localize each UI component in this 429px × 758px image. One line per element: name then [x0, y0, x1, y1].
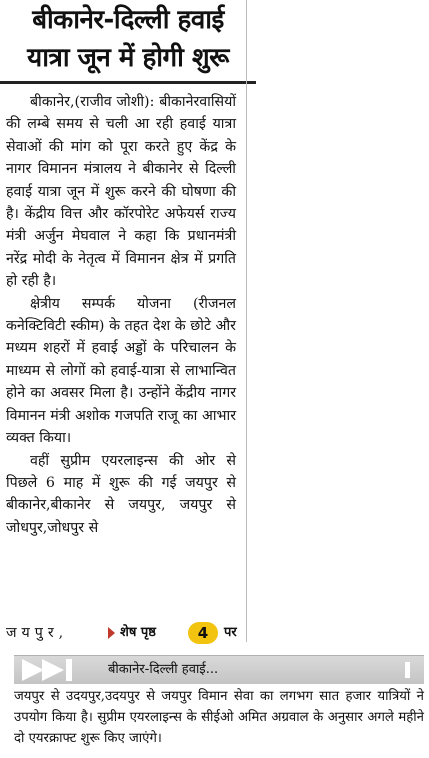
column-divider — [246, 0, 247, 642]
bar-end-mark — [405, 662, 410, 678]
fast-forward-icon — [22, 659, 92, 681]
article-column — [6, 91, 236, 539]
article-paragraph-1: बीकानेर,(राजीव जोशी): बीकानेरवासियों की लम्बे समय से चली आ रही हवाई यात्रा सेवाओं की मांग को पूरा करते हुए केंद्र के नागर विमानन मंत्रालय ने बीकानेर से दिल्ली हवाई यात्रा जून में शुरू करने की घोषणा की है। केंद्रीय वित्त और कॉरपोरेट अफेयर्स राज्य मंत्री अर्जुन मेघवाल ने कहा कि प्रधानमंत्री नरेंद्र मोदी के नेतृत्व में विमानन क्षेत्र में प्रगति हो रही है। — [6, 94, 236, 290]
headline-line-1: बीकानेर-दिल्ली हवाई — [32, 5, 224, 35]
headline — [0, 0, 256, 84]
continued-on-line — [6, 621, 242, 645]
continuation-bar — [14, 655, 424, 684]
continued-suffix: पर — [224, 625, 237, 640]
continuation-title: बीकानेर-दिल्ली हवाई... — [108, 662, 219, 677]
triangle-arrow-icon — [108, 627, 115, 639]
continuation-text-block — [14, 686, 424, 749]
article-paragraph-3: वहीं सुप्रीम एयरलाइन्स की ओर से पिछले 6 माह में शुरू की गई जयपुर से बीकानेर,बीकानेर से जयपुर, जयपुर से जोधपुर,जोधपुर से — [6, 452, 236, 536]
article-paragraph-2: क्षेत्रीय सम्पर्क योजना (रीजनल कनेक्टिविटी स्कीम) के तहत देश के छोटे और मध्यम शहरों में हवाई अड्डों के परिचालन के माध्यम से लोगों को हवाई-यात्रा से लाभान्वित होने का अवसर मिला है। उन्होंने केंद्रीय नागर विमानन मंत्री अशोक गजपति राजू का आभार व्यक्त किया। — [6, 295, 236, 447]
continuation-paragraph: जयपुर से उदयपुर,उदयपुर से जयपुर विमान सेवा का लगभग सात हजार यात्रियों ने उपयोग किया है। सुप्रीम एयरलाइन्स के सीईओ अमित अग्रवाल के अनुसार अगले महीने दो एयरक्राफ्ट शुरू किए जाएंगे। — [14, 689, 424, 746]
continued-label: शेष पृष्ठ — [120, 625, 156, 640]
article-tail: जयपुर, — [6, 625, 69, 641]
headline-line-2: यात्रा जून में होगी शुरू — [27, 43, 229, 73]
continued-page-badge: 4 — [188, 622, 218, 644]
